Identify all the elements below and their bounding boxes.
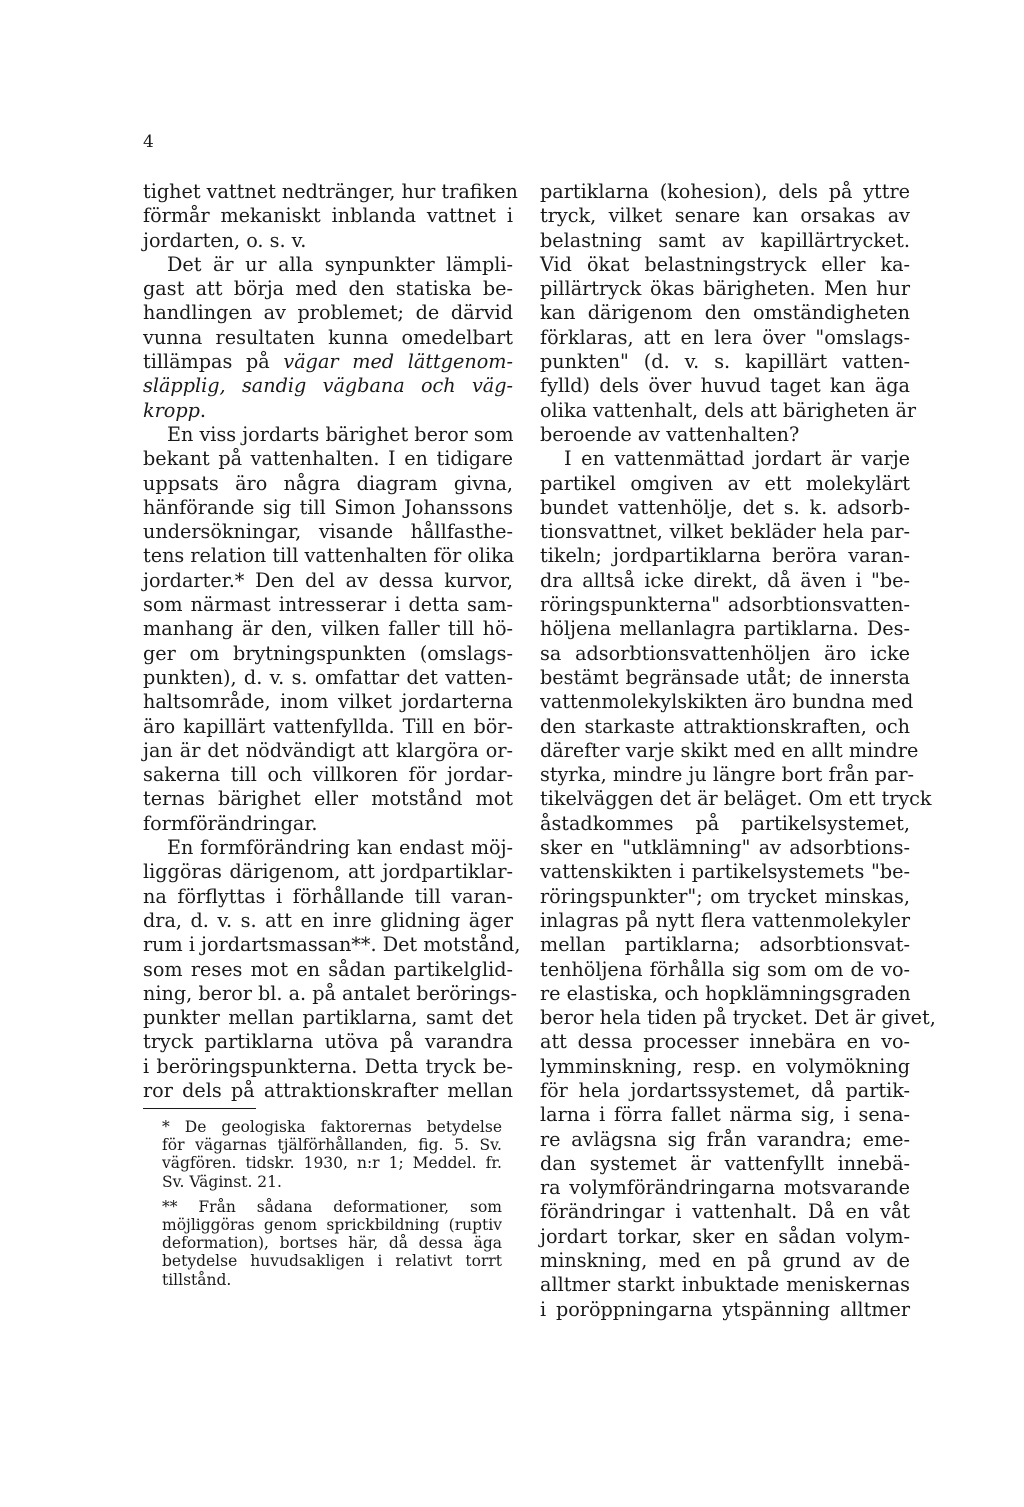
left-line: gast att börja med den statiska be-: [143, 277, 513, 301]
right-line: belastning samt av kapillärtrycket.: [540, 228, 910, 252]
left-line: kropp.: [143, 398, 207, 422]
left-line: dra, d. v. s. att en inre glidning äger: [143, 908, 513, 932]
left-column: [143, 180, 521, 1103]
left-line: ning, beror bl. a. på antalet berörings-: [143, 981, 517, 1005]
right-line: fylld) dels över huvud taget kan äga: [540, 374, 910, 398]
left-line: släpplig, sandig vägbana och väg-: [143, 374, 513, 398]
left-line: hänförande sig till Simon Johanssons: [143, 495, 513, 519]
left-line: rum i jordartsmassan**. Det motstånd,: [143, 933, 521, 957]
right-line: tikelväggen det är beläget. Om ett tryck: [540, 787, 932, 811]
left-line: vunna resultaten kunna omedelbart: [143, 325, 513, 349]
right-line: olika vattenhalt, dels att bärigheten är: [540, 398, 917, 422]
right-line: röringspunkter"; om trycket minskas,: [540, 884, 910, 908]
footnote-line: ** Från sådana deformationer, som: [162, 1197, 502, 1216]
left-line: manhang är den, vilken faller till hö-: [143, 617, 513, 641]
footnote-line: * De geologiska faktorernas betydelse: [162, 1118, 502, 1136]
left-line: formförändringar.: [143, 811, 318, 835]
left-line: äro kapillärt vattenfyllda. Till en bör-: [143, 714, 513, 738]
right-line: ra volymförändringarna motsvarande: [540, 1176, 910, 1200]
left-line: ror dels på attraktionskrafter mellan: [143, 1078, 513, 1102]
left-line: tighet vattnet nedtränger, hur trafiken: [143, 180, 518, 203]
left-line: ger om brytningspunkten (omslags-: [143, 641, 513, 665]
left-line: En formförändring kan endast möj-: [167, 836, 513, 860]
right-line: bestämt begränsade utåt; de innersta: [540, 665, 910, 689]
right-line: den starkaste attraktionskraften, och: [540, 714, 910, 738]
left-line: förmår mekaniskt inblanda vattnet i: [143, 204, 513, 228]
right-line: att dessa processer innebära en vo-: [540, 1030, 910, 1054]
footnote-line: möjliggöras genom sprickbildning (ruptiv: [162, 1215, 502, 1234]
page-number: 4: [143, 132, 154, 152]
right-line: re avlägsna sig från varandra; eme-: [540, 1127, 910, 1151]
left-line: Det är ur alla synpunkter lämpli-: [167, 252, 513, 276]
right-line: partiklarna (kohesion), dels på yttre: [540, 180, 910, 203]
left-line: som närmast intresserar i detta sam-: [143, 593, 513, 617]
right-line: dra alltså icke direkt, då även i "be-: [540, 568, 910, 592]
left-line: ternas bärighet eller motstånd mot: [143, 787, 513, 811]
left-line: haltsområde, inom vilket jordarterna: [143, 690, 513, 714]
right-line: för hela jordartssystemet, då partik-: [540, 1078, 910, 1102]
left-line: En viss jordarts bärighet beror som: [167, 422, 514, 446]
right-line: beroende av vattenhalten?: [540, 422, 800, 446]
right-line: förklaras, att en lera över "omslags-: [540, 325, 910, 349]
left-line: bekant på vattenhalten. I en tidigare: [143, 447, 513, 471]
left-line: undersökningar, visande hållfasthe-: [143, 520, 513, 544]
right-line: förändringar i vattenhalt. Då en våt: [540, 1200, 910, 1224]
footnote: [162, 1198, 502, 1289]
right-line: alltmer starkt inbuktade meniskernas: [540, 1273, 910, 1297]
left-line: sakerna till och villkoren för jordar-: [143, 763, 513, 787]
right-line: beror hela tiden på trycket. Det är givet,: [540, 1006, 936, 1030]
right-line: jordart torkar, sker en sådan volym-: [540, 1224, 910, 1248]
footnote-line: för vägarnas tjälförhållanden, fig. 5. Sv.: [162, 1136, 502, 1155]
right-line: re elastiska, och hopklämningsgraden: [540, 981, 911, 1005]
footnote: [162, 1118, 502, 1191]
right-line: kan därigenom den omständigheten: [540, 301, 910, 325]
footnote-line: tillstånd.: [162, 1270, 232, 1289]
right-line: lymminskning, resp. en volymökning: [540, 1054, 910, 1078]
left-line: tryck partiklarna utöva på varandra: [143, 1030, 513, 1054]
right-line: vattenmolekylskikten äro bundna med: [540, 690, 914, 714]
right-line: partikel omgiven av ett molekylärt: [540, 471, 910, 495]
right-line: tionsvattnet, vilket bekläder hela par-: [540, 520, 910, 544]
left-line: uppsats äro några diagram givna,: [143, 471, 513, 495]
right-line: I en vattenmättad jordart är varje: [564, 447, 910, 471]
right-line: bundet vattenhölje, det s. k. adsorb-: [540, 495, 910, 519]
right-line: inlagras på nytt flera vattenmolekyler: [540, 908, 910, 932]
footnotes: [162, 1118, 502, 1296]
left-line: som reses mot en sådan partikelglid-: [143, 957, 513, 981]
left-line: na förflyttas i förhållande till varan-: [143, 884, 513, 908]
right-line: vattenskikten i partikelsystemets "be-: [540, 860, 910, 884]
left-line: tillämpas på vägar med lättgenom-: [143, 350, 513, 374]
right-line: pillärtryck ökas bärigheten. Men hur: [540, 277, 910, 301]
left-line: liggöras därigenom, att jordpartiklar-: [143, 860, 513, 884]
right-line: minskning, med en på grund av de: [540, 1249, 910, 1273]
footnote-line: vägfören. tidskr. 1930, n:r 1; Meddel. fr.: [162, 1154, 502, 1173]
footnote-line: deformation), bortses här, då dessa äga: [162, 1234, 502, 1253]
right-line: larna i förra fallet närma sig, i sena-: [540, 1103, 910, 1127]
footnote-divider: [143, 1108, 256, 1109]
right-line: sa adsorbtionsvattenhöljen äro icke: [540, 641, 910, 665]
left-line: i beröringspunkterna. Detta tryck be-: [143, 1054, 513, 1078]
left-line: jan är det nödvändigt att klargöra or-: [143, 738, 513, 762]
right-line: därefter varje skikt med en allt mindre: [540, 738, 919, 762]
right-line: tikeln; jordpartiklarna beröra varan-: [540, 544, 910, 568]
right-line: tenhöljena förhålla sig som om de vo-: [540, 957, 910, 981]
footnote-line: betydelse huvudsakligen i relativt torrt: [162, 1252, 502, 1271]
left-line: handlingen av problemet; de därvid: [143, 301, 513, 325]
left-line: punkter mellan partiklarna, samt det: [143, 1006, 513, 1030]
right-line: Vid ökat belastningstryck eller ka-: [540, 252, 910, 276]
right-line: sker en "utklämning" av adsorbtions-: [540, 836, 910, 860]
right-line: tryck, vilket senare kan orsakas av: [540, 204, 910, 228]
left-line: jordarten, o. s. v.: [143, 228, 307, 252]
right-column: [540, 180, 936, 1322]
right-line: mellan partiklarna; adsorbtionsvat-: [540, 933, 910, 957]
right-line: styrka, mindre ju längre bort från par-: [540, 763, 915, 787]
left-line: tens relation till vattenhalten för olika: [143, 544, 515, 568]
left-line: punkten), d. v. s. omfattar det vatten-: [143, 665, 513, 689]
right-line: i poröppningarna ytspänning alltmer: [540, 1297, 910, 1321]
left-line: jordarter.* Den del av dessa kurvor,: [143, 568, 513, 592]
right-line: höljena mellanlagra partiklarna. Des-: [540, 617, 910, 641]
right-line: åstadkommes på partikelsystemet,: [540, 811, 910, 835]
right-line: punkten" (d. v. s. kapillärt vatten-: [540, 350, 910, 374]
right-line: dan systemet är vattenfyllt innebä-: [540, 1151, 910, 1175]
right-line: röringspunkterna" adsorbtionsvatten-: [540, 593, 910, 617]
footnote-line: Sv. Väginst. 21.: [162, 1172, 282, 1191]
